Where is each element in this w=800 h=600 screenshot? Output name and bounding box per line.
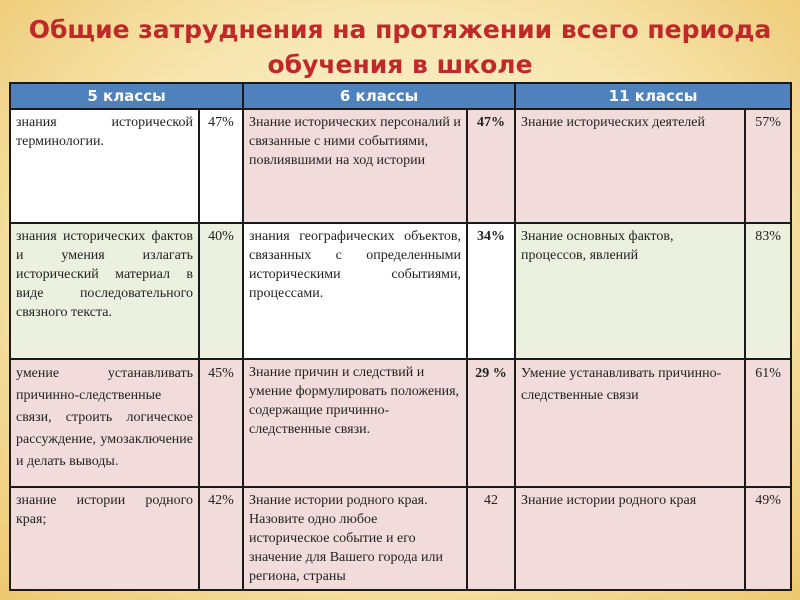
grade11-text: Знание основных фактов, процессов, явлений xyxy=(515,223,745,359)
grade6-text: Знание истории родного края. Назовите одно любое историческое событие и его значение для Вашего города или региона, страны xyxy=(243,487,467,590)
grade6-text: Знание исторических персоналий и связанные с ними событиями, повлиявшими на ход истории xyxy=(243,109,467,223)
header-grade-6: 6 классы xyxy=(243,83,515,109)
grade11-text: Умение устанавливать причинно-следственные связи xyxy=(515,359,745,487)
header-row xyxy=(10,83,791,109)
table-row xyxy=(10,487,791,590)
grade11-percent: 61% xyxy=(745,359,791,487)
grade5-percent: 42% xyxy=(199,487,243,590)
header-grade-5: 5 классы xyxy=(10,83,243,109)
table-row xyxy=(10,109,791,223)
table-row xyxy=(10,359,791,487)
grade5-percent: 47% xyxy=(199,109,243,223)
table-row xyxy=(10,223,791,359)
grade5-percent: 45% xyxy=(199,359,243,487)
grade5-text: знания исторической терминологии. xyxy=(10,109,199,223)
grade5-text: знание истории родного края; xyxy=(10,487,199,590)
difficulties-table xyxy=(9,82,792,591)
grade6-text: знания географических объектов, связанных с определенными историческими событиями, процессами. xyxy=(243,223,467,359)
header-grade-11: 11 классы xyxy=(515,83,791,109)
grade5-text: умение устанавливать причинно-следственные связи, строить логическое рассуждение, умозаключение и делать выводы. xyxy=(10,359,199,487)
grade11-percent: 49% xyxy=(745,487,791,590)
grade6-percent: 47% xyxy=(467,109,515,223)
grade11-percent: 57% xyxy=(745,109,791,223)
grade6-percent: 29 % xyxy=(467,359,515,487)
grade11-percent: 83% xyxy=(745,223,791,359)
grade6-percent: 34% xyxy=(467,223,515,359)
grade11-text: Знание исторических деятелей xyxy=(515,109,745,223)
grade6-percent: 42 xyxy=(467,487,515,590)
grade5-percent: 40% xyxy=(199,223,243,359)
grade5-text: знания исторических фактов и умения излагать исторический материал в виде последовательного связного текста. xyxy=(10,223,199,359)
grade11-text: Знание истории родного края xyxy=(515,487,745,590)
slide-title: Общие затруднения на протяжении всего периода обучения в школе xyxy=(28,15,772,79)
grade6-text: Знание причин и следствий и умение формулировать положения, содержащие причинно-следственные связи. xyxy=(243,359,467,487)
